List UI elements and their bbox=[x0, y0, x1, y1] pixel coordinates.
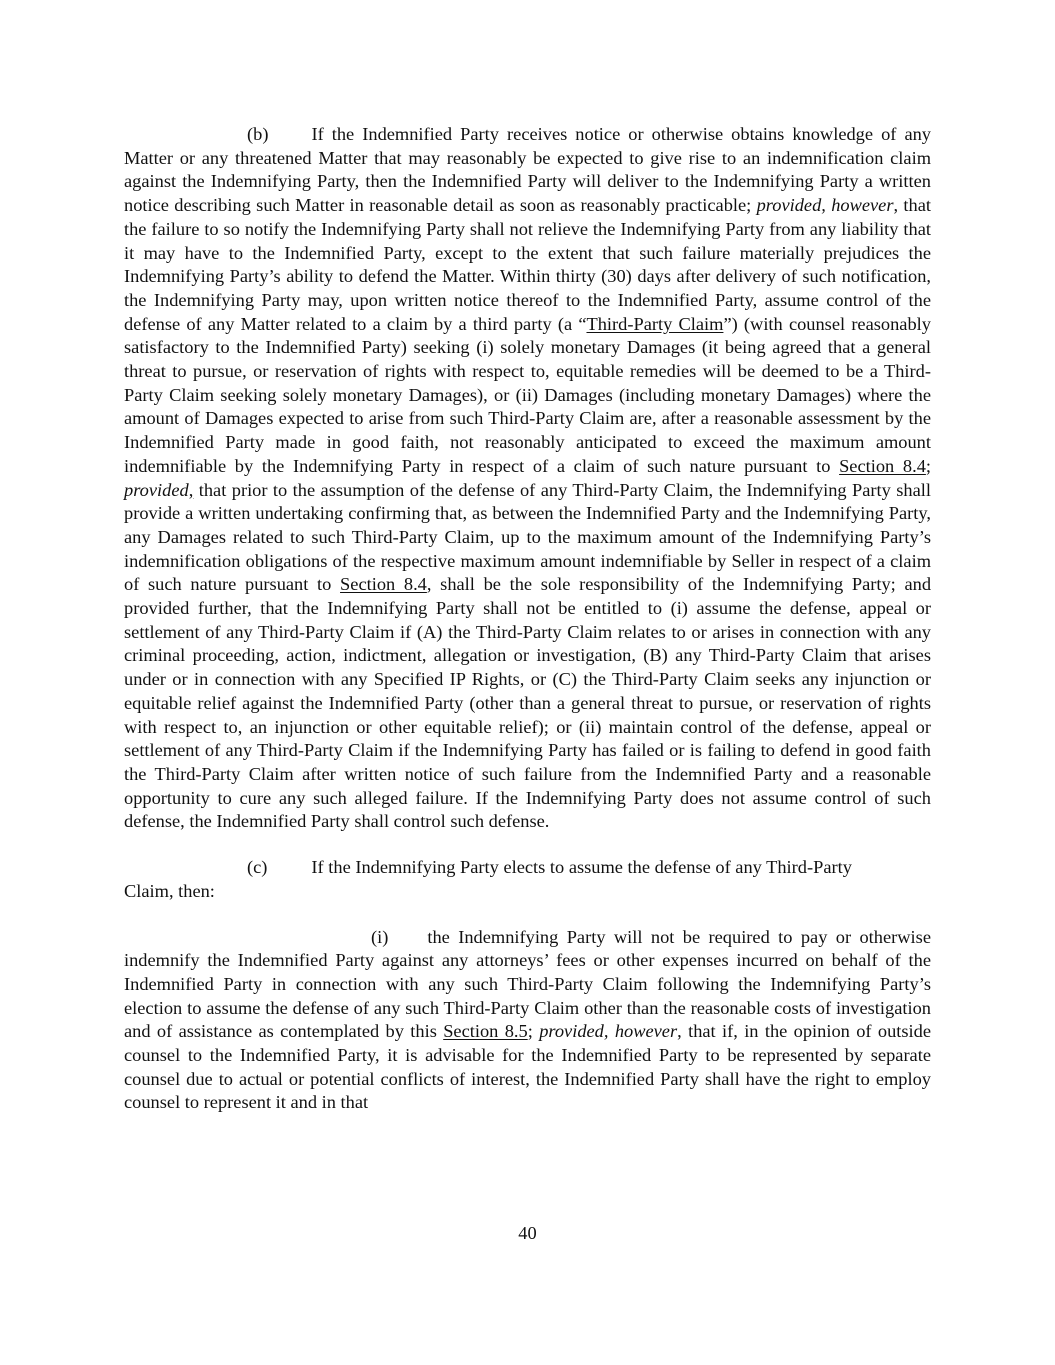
paragraph-b-text-2: , that the failure to so notify the Indemnifying Party shall not relieve the Indemnifying Party from any liability that it may have to the Indemnified Party, except to the extent that such failure materially prejudices the Indemnifying Party’s ability to defend the Matter. Within thirty (30) days after delivery of such notification, the Indemnifying Party may, upon written notice thereof to the Indemnified Party, assume control of the defense of any Matter related to a claim by a third party (a “ bbox=[124, 195, 931, 334]
paragraph-b-text-3: ”) (with counsel reasonably satisfactory to the Indemnified Party) seeking (i) solely monetary Damages (it being agreed that a general threat to pursue, or reservation of rights with respect to, equitable remedies will be deemed to be a Third-Party Claim seeking solely monetary Damages), or (ii) Damages (including monetary Damages) where the amount of Damages expected to arise from such Third-Party Claim are, after a reasonable assessment by the Indemnified Party made in good faith, not reasonably anticipated to exceed the maximum amount indemnifiable by the Indemnifying Party in respect of a claim of such nature pursuant to bbox=[124, 313, 931, 476]
paragraph-i-text-3: , that if, in the opinion of outside counsel to the Indemnified Party, it is advisable for the Indemnified Party to be represented by separate counsel due to actual or potential conflicts of interest, the Indemnified Party shall have the right to employ counsel to represent it and in that bbox=[124, 1021, 932, 1113]
paragraph-c-label: (c) bbox=[247, 857, 268, 878]
paragraph-i-text-2: ; bbox=[527, 1021, 540, 1042]
paragraph-i-text-1: the Indemnifying Party will not be required to pay or otherwise indemnify the Indemnified Party against any attorneys’ fees or other expenses incurred on behalf of the Indemnified Party in connection with any such Third-Party Claim following the Indemnifying Party’s election to assume the defense of any such Third-Party Claim other than the reasonable costs of investigation and of assistance as contemplated by this bbox=[124, 926, 931, 1042]
paragraph-b-label: (b) bbox=[247, 124, 269, 144]
paragraph-c-text-line-2: Claim, then: bbox=[124, 880, 215, 901]
paragraph-b-text-4: ; bbox=[925, 455, 932, 476]
paragraph-i-label: (i) bbox=[371, 926, 389, 947]
paragraph-i-proviso: provided, however bbox=[539, 1021, 678, 1042]
paragraph-i bbox=[124, 926, 931, 1116]
page-number: 40 bbox=[518, 1223, 537, 1243]
document-page bbox=[124, 123, 931, 1115]
paragraph-b-underlined-comma: , bbox=[188, 479, 194, 500]
section-ref-8-4-first: Section 8.4 bbox=[839, 455, 926, 476]
section-ref-8-4-second: Section 8.4 bbox=[340, 574, 427, 595]
paragraph-c-text-line-1: If the Indemnifying Party elects to assume the defense of any Third-Party bbox=[311, 857, 852, 878]
paragraph-c bbox=[124, 856, 931, 903]
paragraph-b-text-5: that prior to the assumption of the defense of any Third-Party Claim, the Indemnifying Party shall provide a written undertaking confirming that, as between the Indemnified Party and the Indemnifying Party, any Damages related to such Third-Party Claim, up to the maximum amount of the Indemnifying Party’s indemnification obligations of the respective maximum amount indemnifiable by Seller in respect of a claim of such nature pursuant to bbox=[124, 479, 931, 595]
paragraph-b bbox=[124, 123, 931, 834]
section-ref-8-5: Section 8.5 bbox=[443, 1021, 528, 1042]
paragraph-b-proviso-2: provided bbox=[124, 479, 189, 500]
paragraph-b-text-1: If the Indemnified Party receives notice or otherwise obtains knowledge of any Matter or any threatened Matter that may reasonably be expected to give rise to an indemnification claim against the Indemnifying Party, then the Indemnified Party will deliver to the Indemnifying Party a written notice describing such Matter in reasonable detail as soon as reasonably practicable; bbox=[124, 124, 931, 216]
paragraph-b-proviso-1: provided, however bbox=[756, 195, 894, 216]
defined-term-third-party-claim: Third-Party Claim bbox=[586, 313, 724, 334]
paragraph-b-text-6: , shall be the sole responsibility of the Indemnifying Party; and provided further, that the Indemnifying Party shall not be entitled to (i) assume the defense, appeal or settlement of any Third-Party Claim if (A) the Third-Party Claim relates to or arises in connection with any criminal proceeding, action, indictment, allegation or investigation, (B) any Third-Party Claim that arises under or in connection with any Specified IP Rights, or (C) the Third-Party Claim seeks any injunction or equitable relief against the Indemnified Party (other than a general threat to pursue, or reservation of rights with respect to, an injunction or other equitable relief); or (ii) maintain control of the defense, appeal or settlement of any Third-Party Claim if the Indemnifying Party has failed or is failing to defend in good faith the Third-Party Claim after written notice of such failure from the Indemnified Party and a reasonable opportunity to cure any such alleged failure. If the Indemnifying Party does not assume control of such defense, the Indemnified Party shall control such defense. bbox=[124, 574, 932, 832]
